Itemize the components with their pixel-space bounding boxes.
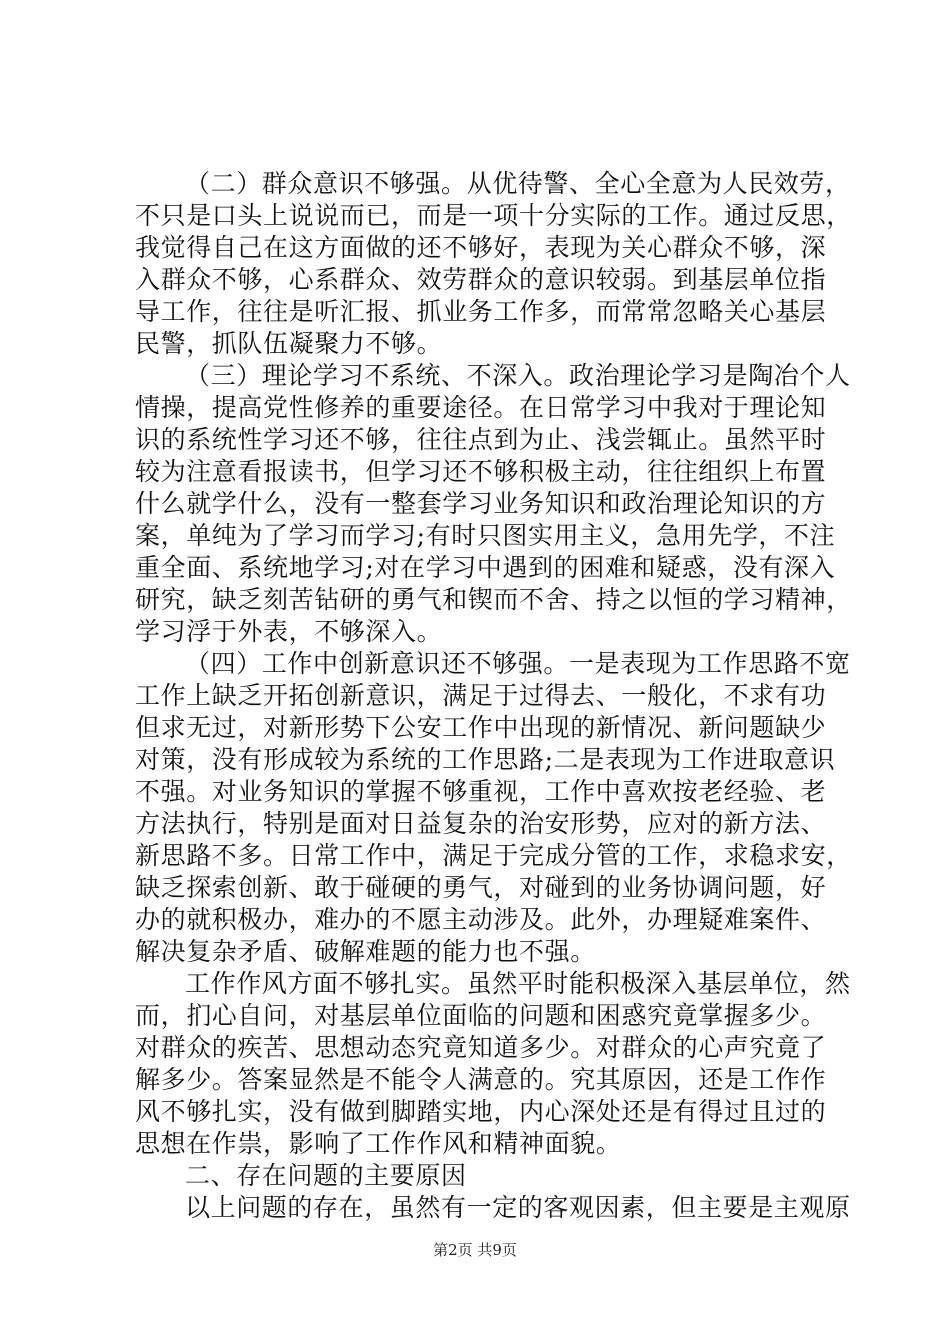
- paragraph-line: 识的系统性学习还不够，往往点到为止、浅尝辄止。虽然平时: [135, 425, 827, 454]
- paragraph-line: 办的就积极办，难办的不愿主动涉及。此外，办理疑难案件、: [135, 905, 827, 934]
- paragraph-line: 新思路不多。日常工作中，满足于完成分管的工作，求稳求安，: [135, 841, 852, 870]
- paragraph-line: 什么就学什么，没有一整套学习业务知识和政治理论知识的方: [135, 489, 827, 518]
- paragraph-line: 案，单纯为了学习而学习;有时只图实用主义，急用先学，不注: [135, 521, 836, 550]
- paragraph-line: 情操，提高党性修养的重要途径。在日常学习中我对于理论知: [135, 393, 827, 422]
- paragraph-line: 方法执行，特别是面对日益复杂的治安形势，应对的新方法、: [135, 809, 827, 838]
- paragraph-line: 研究，缺乏刻苦钻研的勇气和锲而不舍、持之以恒的学习精神，: [135, 585, 852, 614]
- paragraph-line: 而，扪心自问，对基层单位面临的问题和困惑究竟掌握多少。: [135, 1001, 827, 1030]
- paragraph-line: 但求无过，对新形势下公安工作中出现的新情况、新问题缺少: [135, 713, 827, 742]
- paragraph-line: 我觉得自己在这方面做的还不够好，表现为关心群众不够，深: [135, 233, 827, 262]
- paragraph-line: 解决复杂矛盾、破解难题的能力也不强。: [135, 937, 596, 966]
- paragraph-line: 以上问题的存在，虽然有一定的客观因素，但主要是主观原: [185, 1193, 851, 1222]
- paragraph-line: 风不够扎实，没有做到脚踏实地，内心深处还是有得过且过的: [135, 1097, 827, 1126]
- paragraph-line: 解多少。答案显然是不能令人满意的。究其原因，还是工作作: [135, 1065, 827, 1094]
- paragraph-line: 对策，没有形成较为系统的工作思路;二是表现为工作进取意识: [135, 745, 836, 774]
- paragraph-line: 学习浮于外表，不够深入。: [135, 617, 443, 646]
- paragraph-line: （二）群众意识不够强。从优待警、全心全意为人民效劳，: [185, 169, 851, 198]
- paragraph-line: 缺乏探索创新、敢于碰硬的勇气，对碰到的业务协调问题，好: [135, 873, 827, 902]
- paragraph-line: 较为注意看报读书，但学习还不够积极主动，往往组织上布置: [135, 457, 827, 486]
- paragraph-line: （四）工作中创新意识还不够强。一是表现为工作思路不宽: [185, 649, 851, 678]
- paragraph-line: （三）理论学习不系统、不深入。政治理论学习是陶冶个人: [185, 361, 851, 390]
- paragraph-line: 重全面、系统地学习;对在学习中遇到的困难和疑惑，没有深入: [135, 553, 836, 582]
- document-body: [135, 168, 852, 1224]
- paragraph-line: 不强。对业务知识的掌握不够重视，工作中喜欢按老经验、老: [135, 777, 827, 806]
- paragraph-line: 对群众的疾苦、思想动态究竟知道多少。对群众的心声究竟了: [135, 1033, 827, 1062]
- paragraph-line: 入群众不够，心系群众、效劳群众的意识较弱。到基层单位指: [135, 265, 827, 294]
- section-heading: 二、存在问题的主要原因: [185, 1161, 467, 1190]
- paragraph-line: 工作作风方面不够扎实。虽然平时能积极深入基层单位，然: [185, 969, 851, 998]
- paragraph-line: 民警，抓队伍凝聚力不够。: [135, 329, 443, 358]
- paragraph-line: 工作上缺乏开拓创新意识，满足于过得去、一般化，不求有功: [135, 681, 827, 710]
- page-number-footer: 第2页 共9页: [433, 1241, 517, 1259]
- paragraph-line: 思想在作祟，影响了工作作风和精神面貌。: [135, 1129, 622, 1158]
- paragraph-line: 不只是口头上说说而已，而是一项十分实际的工作。通过反思，: [135, 201, 852, 230]
- paragraph-line: 导工作，往往是听汇报、抓业务工作多，而常常忽略关心基层: [135, 297, 827, 326]
